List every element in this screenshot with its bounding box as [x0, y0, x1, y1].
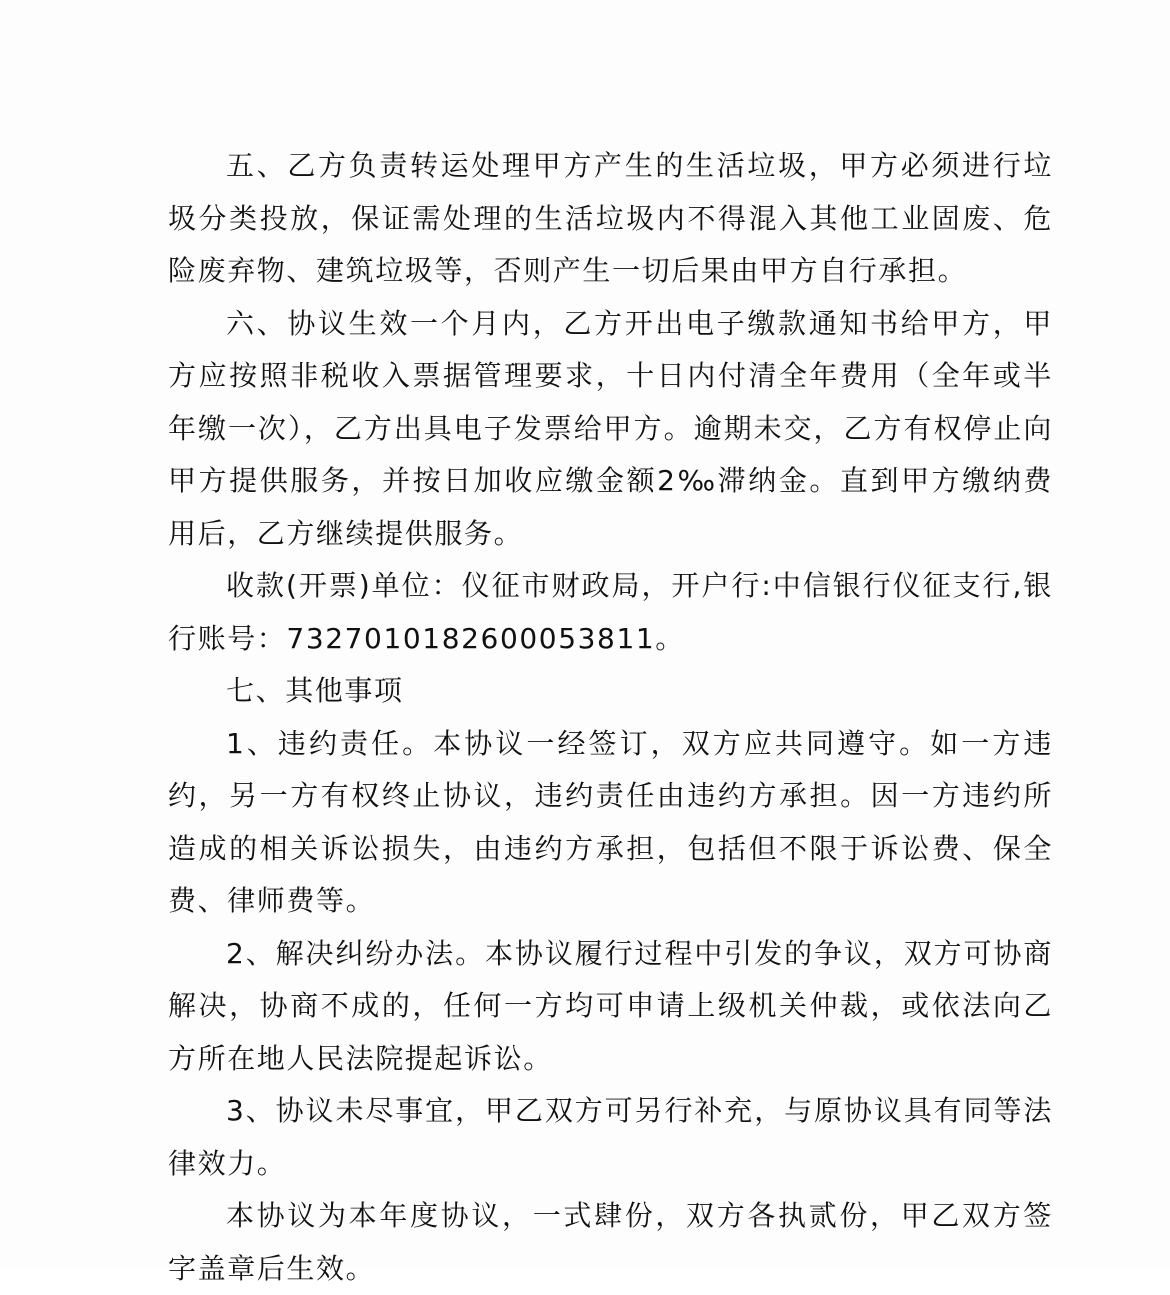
paragraph-supplementary-matters: 3、协议未尽事宜，甲乙双方可另行补充，与原协议具有同等法律效力。 [168, 1094, 1053, 1180]
paragraph-section-5: 五、乙方负责转运处理甲方产生的生活垃圾，甲方必须进行垃圾分类投放，保证需处理的生活垃圾内不得混入其他工业固废、危险废弃物、建筑垃圾等，否则产生一切后果由甲方自行承担。 [168, 149, 1053, 287]
section-heading-other-matters: 七、其他事项 [226, 674, 404, 707]
paragraph-effective-clause: 本协议为本年度协议，一式肆份，双方各执贰份，甲乙双方签字盖章后生效。 [168, 1199, 1053, 1285]
paragraph-payee-account: 收款(开票)单位：仪征市财政局，开户行:中信银行仪征支行,银行账号：7327010182600053811。 [168, 569, 1053, 655]
paragraph-section-6: 六、协议生效一个月内，乙方开出电子缴款通知书给甲方，甲方应按照非税收入票据管理要求，十日内付清全年费用（全年或半年缴一次），乙方出具电子发票给甲方。逾期未交，乙方有权停止向甲方提供服务，并按日加收应缴金额2‰滞纳金。直到甲方缴纳费用后，乙方继续提供服务。 [168, 306, 1053, 550]
document-body [168, 140, 1053, 1295]
paragraph-breach-liability: 1、违约责任。本协议一经签订，双方应共同遵守。如一方违约，另一方有权终止协议，违约责任由违约方承担。因一方违约所造成的相关诉讼损失，由违约方承担，包括但不限于诉讼费、保全费、律师费等。 [168, 726, 1053, 917]
paragraph-dispute-resolution: 2、解决纠纷办法。本协议履行过程中引发的争议，双方可协商解决，协商不成的，任何一方均可申请上级机关仲裁，或依法向乙方所在地人民法院提起诉讼。 [168, 936, 1053, 1075]
